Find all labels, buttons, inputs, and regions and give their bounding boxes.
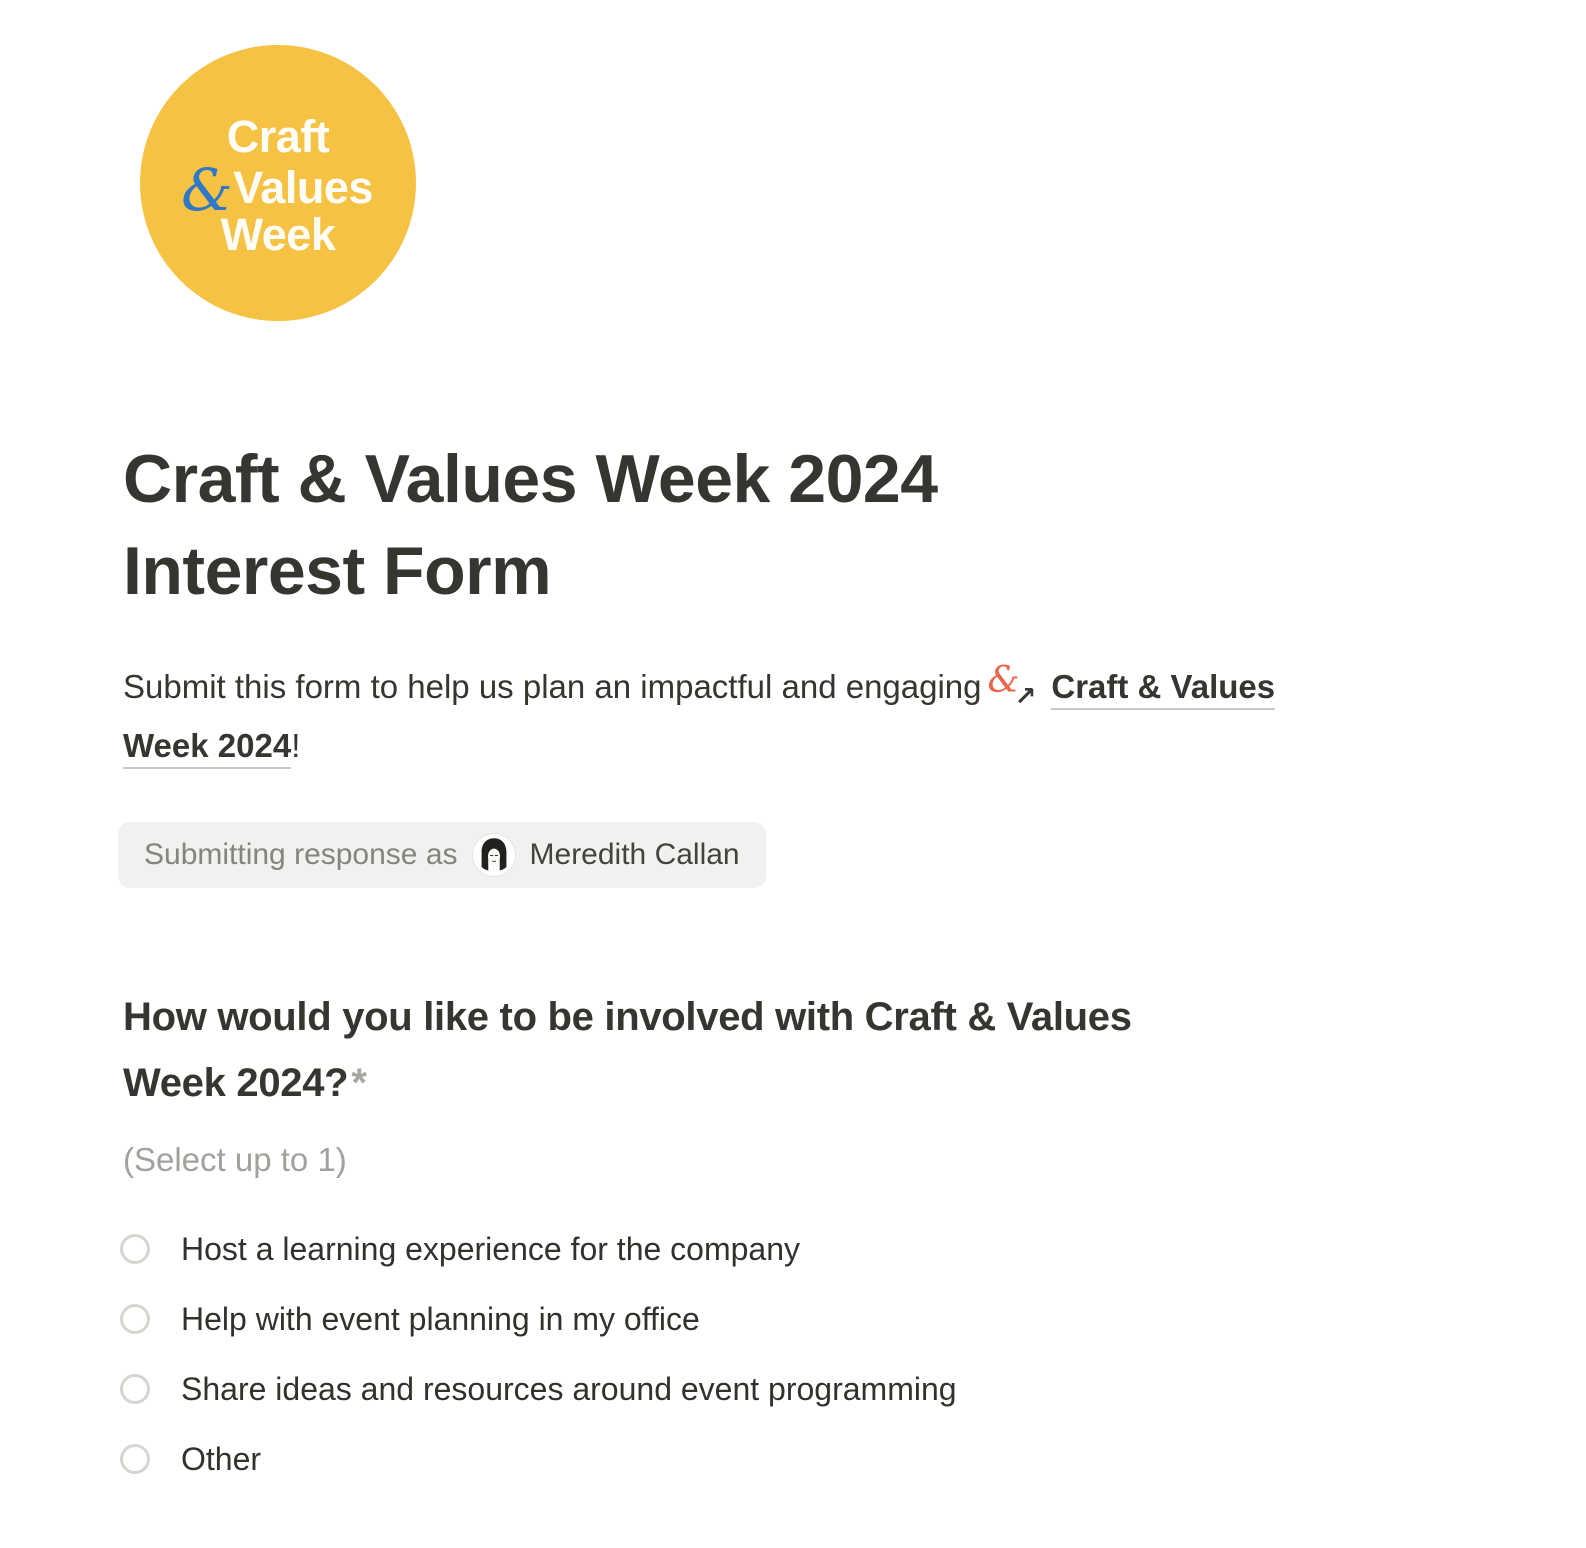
radio-button[interactable] [120, 1304, 150, 1334]
radio-button[interactable] [120, 1444, 150, 1474]
craft-values-week-logo [140, 45, 416, 321]
form-page [123, 0, 1543, 1494]
select-limit-hint: (Select up to 1) [123, 1141, 347, 1178]
logo-ampersand: & [181, 155, 233, 224]
user-avatar [472, 833, 516, 877]
avatar-illustration [473, 834, 515, 876]
option-label: Host a learning experience for the company [181, 1231, 801, 1267]
page-title-line-2: Interest Form [123, 533, 552, 609]
option-label: Share ideas and resources around event programming [181, 1371, 957, 1407]
page-title-line-1: Craft & Values Week 2024 [123, 441, 938, 517]
option-share-ideas-resources[interactable] [123, 1354, 1543, 1424]
radio-button[interactable] [120, 1234, 150, 1264]
craft-values-week-link[interactable]: Week 2024 [123, 727, 291, 769]
page-title [123, 433, 1543, 617]
external-arrow-icon: ↗ [1014, 682, 1037, 712]
craft-values-week-link[interactable]: Craft & Values [1051, 668, 1275, 710]
required-asterisk: * [351, 1061, 367, 1105]
question-heading [123, 984, 1543, 1116]
option-label: Other [181, 1441, 262, 1477]
options-list [123, 1214, 1543, 1494]
option-help-event-planning[interactable] [123, 1284, 1543, 1354]
logo-word-craft: Craft [226, 110, 330, 162]
form-description [123, 659, 1543, 774]
option-other[interactable] [123, 1424, 1543, 1494]
logo-word-values: &Values [181, 155, 373, 224]
submitting-as-label: Submitting response as [144, 838, 458, 871]
radio-button[interactable] [120, 1374, 150, 1404]
logo-word-week: Week [220, 208, 336, 260]
option-label: Help with event planning in my office [181, 1301, 700, 1337]
description-line-2 [123, 718, 1543, 774]
question-line-2: Week 2024?* [123, 1061, 367, 1105]
ampersand-page-icon: & [987, 660, 1020, 701]
question-line-1: How would you like to be involved with Craft & Values [123, 995, 1132, 1039]
submitting-as-badge [118, 822, 766, 888]
description-line-1 [123, 659, 1543, 718]
description-suffix: ! [291, 727, 301, 764]
description-text: Submit this form to help us plan an impactful and engaging [123, 668, 982, 705]
submitting-user-name: Meredith Callan [529, 838, 740, 871]
option-host-learning-experience[interactable] [123, 1214, 1543, 1284]
page-link-icon [988, 659, 1042, 718]
